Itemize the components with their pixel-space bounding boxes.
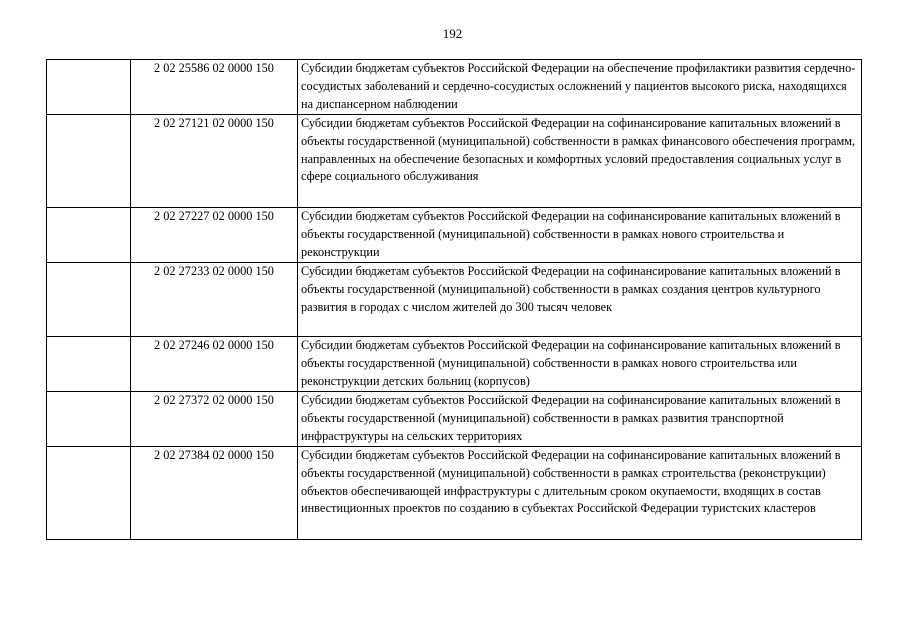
income-description-cell: Субсидии бюджетам субъектов Российской Федерации на софинансирование капитальных вложений в объекты государственной (муниципальной) собственности в рамках создания центров культурного развития в городах с числом жителей до 300 тысяч человек xyxy=(298,263,862,337)
budget-code-cell: 2 02 27372 02 0000 150 xyxy=(131,392,298,447)
budget-code-cell: 2 02 27246 02 0000 150 xyxy=(131,337,298,392)
table-row xyxy=(47,337,862,392)
budget-code-cell: 2 02 27227 02 0000 150 xyxy=(131,208,298,263)
table-row xyxy=(47,115,862,208)
admin-code-cell xyxy=(47,337,131,392)
budget-code-cell: 2 02 27384 02 0000 150 xyxy=(131,447,298,540)
income-description-cell: Субсидии бюджетам субъектов Российской Федерации на софинансирование капитальных вложений в объекты государственной (муниципальной) собственности в рамках нового строительства или реконструкции детских больниц (корпусов) xyxy=(298,337,862,392)
page-number: 192 xyxy=(442,26,463,41)
table-row xyxy=(47,447,862,540)
budget-code-cell: 2 02 27121 02 0000 150 xyxy=(131,115,298,208)
budget-classification-table xyxy=(46,59,862,540)
admin-code-cell xyxy=(47,392,131,447)
admin-code-cell xyxy=(47,208,131,263)
admin-code-cell xyxy=(47,60,131,115)
income-description-cell: Субсидии бюджетам субъектов Российской Федерации на софинансирование капитальных вложений в объекты государственной (муниципальной) собственности в рамках нового строительства и реконструкции xyxy=(298,208,862,263)
budget-code-cell: 2 02 27233 02 0000 150 xyxy=(131,263,298,337)
table-row xyxy=(47,208,862,263)
admin-code-cell xyxy=(47,263,131,337)
income-description-cell: Субсидии бюджетам субъектов Российской Федерации на софинансирование капитальных вложений в объекты государственной (муниципальной) собственности в рамках развития транспортной инфраструктуры на сельских территориях xyxy=(298,392,862,447)
admin-code-cell xyxy=(47,115,131,208)
admin-code-cell xyxy=(47,447,131,540)
income-description-cell: Субсидии бюджетам субъектов Российской Федерации на обеспечение профилактики развития сердечно-сосудистых заболеваний и сердечно-сосудистых осложнений у пациентов высокого риска, находящихся на диспансерном наблюдении xyxy=(298,60,862,115)
table-row xyxy=(47,392,862,447)
income-description-cell: Субсидии бюджетам субъектов Российской Федерации на софинансирование капитальных вложений в объекты государственной (муниципальной) собственности в рамках финансового обеспечения программ, направленных на обеспечение безопасных и комфортных условий предоставления социальных услуг в сфере социального обслуживания xyxy=(298,115,862,208)
budget-code-cell: 2 02 25586 02 0000 150 xyxy=(131,60,298,115)
table-row xyxy=(47,263,862,337)
income-description-cell: Субсидии бюджетам субъектов Российской Федерации на софинансирование капитальных вложений в объекты государственной (муниципальной) собственности в рамках строительства (реконструкции) объектов обеспечивающей инфраструктуры с длительным сроком окупаемости, входящих в состав инвестиционных проектов по созданию в субъектах Российской Федерации туристских кластеров xyxy=(298,447,862,540)
table-row xyxy=(47,60,862,115)
